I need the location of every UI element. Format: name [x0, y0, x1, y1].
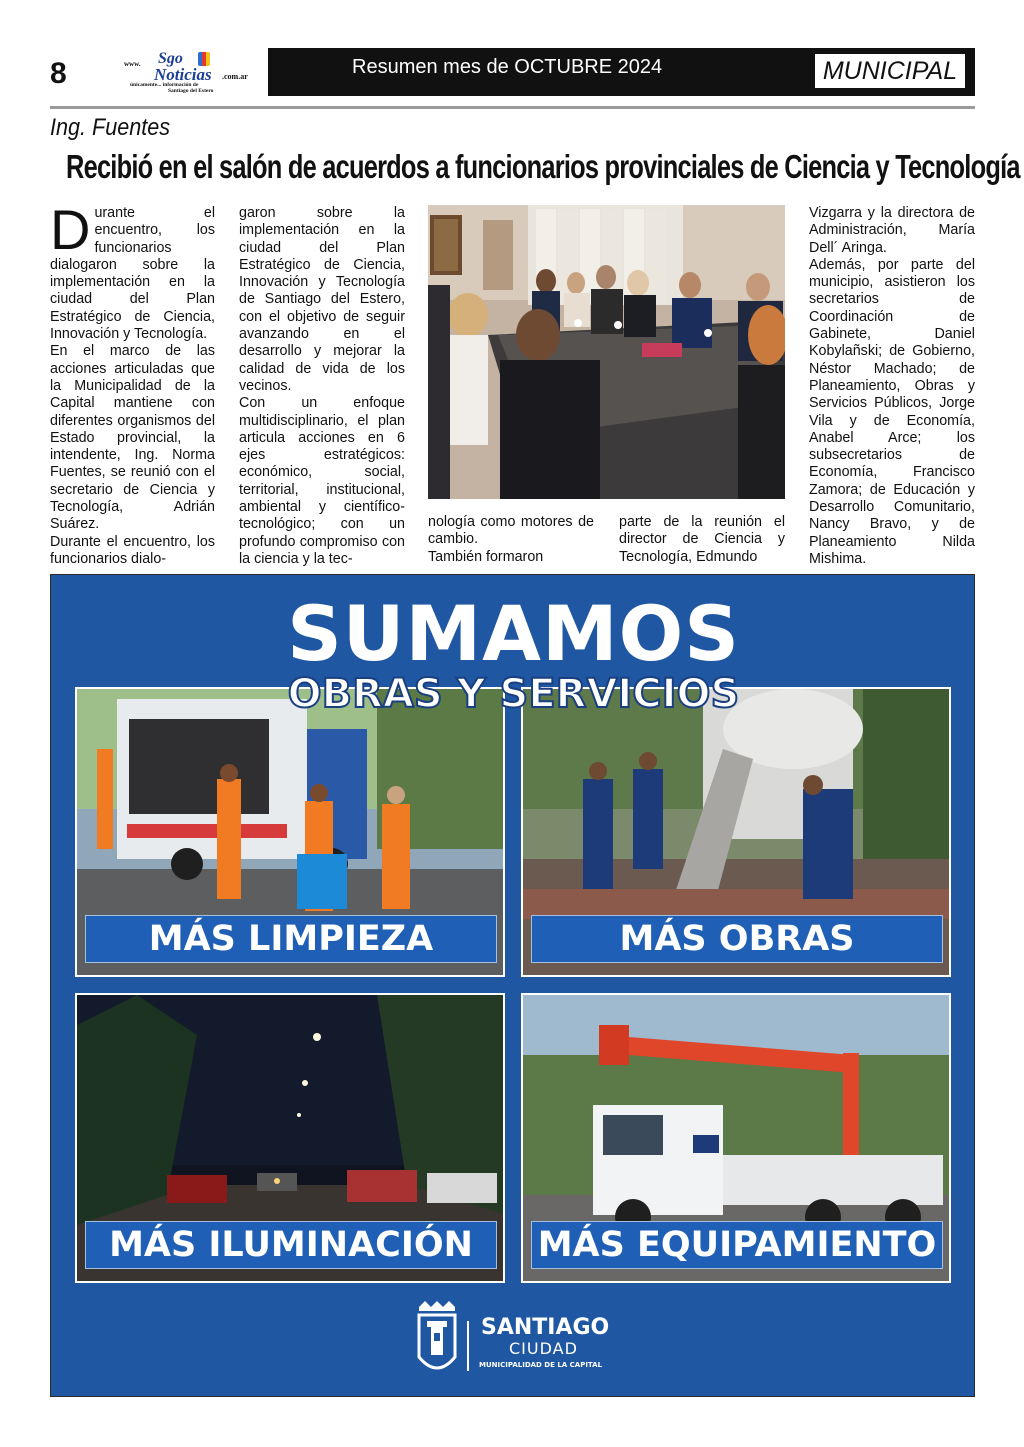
- article-headline: Recibió en el salón de acuerdos a funcionarios provinciales de Ciencia y Tecnología: [66, 148, 1020, 185]
- logo-separator: [467, 1321, 469, 1371]
- logo-www: www.: [124, 60, 141, 68]
- logo-tagline-2: Santiago del Estero: [168, 88, 214, 94]
- logo-tagline-1: únicamente... información de: [130, 82, 199, 88]
- logo-caption: MUNICIPALIDAD DE LA CAPITAL: [479, 1361, 603, 1369]
- article-column-2: [239, 205, 405, 567]
- tile-mas-equipamiento: [521, 993, 951, 1283]
- article-paragraph: Además, por parte del municipio, asistieron los secretarios de Coordinación de Gabinete, Daniel Kobylañski; de Gobierno, Néstor Machado; de Planeamiento, Obras y Servicios Públicos, Jorge Vila y de Economía, Anabel Arce; los subsecretarios de Economía, Francisco Zamora; de Educación y Desarrollo Comunitario, Nancy Bravo, y de Planeamiento Nilda Mishima.: [809, 256, 975, 567]
- tile-mas-iluminacion: [75, 993, 505, 1283]
- tile-label: MÁS ILUMINACIÓN: [85, 1221, 497, 1269]
- header-bar: [268, 48, 975, 96]
- article-column-3: [428, 514, 594, 567]
- logo-name: SANTIAGO: [481, 1315, 610, 1340]
- ad-title: SUMAMOS: [287, 589, 740, 678]
- page-number: 8: [50, 57, 67, 90]
- page-header: [50, 48, 975, 96]
- article-paragraph: También formaron: [428, 548, 544, 565]
- article-paragraph: nología como motores de cambio.: [428, 514, 594, 548]
- section-label: MUNICIPAL: [815, 54, 965, 88]
- meeting-photo-illustration: [428, 205, 785, 499]
- logo-subname: CIUDAD: [509, 1339, 578, 1358]
- article-paragraph: parte de la reunión el director de Ciencia y Tecnología, Edmundo: [619, 514, 785, 565]
- ad-subtitle: OBRAS Y SERVICIOS: [287, 671, 740, 717]
- header-divider: [50, 106, 975, 109]
- issue-summary: Resumen mes de OCTUBRE 2024: [352, 56, 663, 78]
- article-column-4: [619, 514, 785, 567]
- tile-label: MÁS EQUIPAMIENTO: [531, 1221, 943, 1269]
- meeting-photo: [428, 205, 785, 499]
- article-paragraph: Con un enfoque multidisciplinario, el plan articula acciones en 6 ejes estratégicos: económico, social, territorial, institucional, ambiental y científico-tecnológico; con un profundo compromiso con la ciencia y la tec-: [239, 395, 405, 567]
- article-paragraph: Vizgarra y la directora de Administración, María Dell´ Aringa.: [809, 205, 975, 256]
- tile-label: MÁS OBRAS: [531, 915, 943, 963]
- article-paragraph: garon sobre la implementación en la ciudad del Plan Estratégico de Ciencia, Innovación y Tecnología de Santiago del Estero, con el objetivo de seguir avanzando en el desarrollo y mejorar la calidad de vida de los vecinos.: [239, 205, 405, 394]
- logo-sgo: Sgo: [158, 50, 183, 67]
- tile-label: MÁS LIMPIEZA: [85, 915, 497, 963]
- city-crest-icon: [415, 1299, 459, 1379]
- tile-mas-limpieza: [75, 687, 505, 977]
- sgo-noticias-logo[interactable]: [124, 50, 272, 94]
- logo-domain: .com.ar: [222, 72, 248, 81]
- logo-noticias: Noticias: [154, 65, 212, 84]
- article-paragraph: En el marco de las acciones articuladas que la Municipalidad de la Capital mantiene con diferentes organismos del Estado provincial, la intendente, Ing. Norma Fuentes, se reunió con el secretario de Ciencia y Tecnología, Adrián Suárez.: [50, 343, 215, 533]
- article-column-1: [50, 205, 215, 567]
- tile-mas-obras: [521, 687, 951, 977]
- article-kicker: Ing. Fuentes: [50, 114, 171, 141]
- santiago-ciudad-logo[interactable]: [415, 1299, 615, 1379]
- article-column-5: [809, 205, 975, 567]
- municipal-advertisement[interactable]: [50, 574, 975, 1397]
- logo-flag-icon: [198, 52, 210, 66]
- drop-cap: D: [50, 205, 91, 261]
- article-paragraph: urante el encuentro, los funcionarios dialogaron sobre la implementación en la ciudad del Plan Estratégico de Ciencia, Innovación y Tecnología.: [50, 205, 215, 343]
- article-paragraph: Durante el encuentro, los funcionarios dialo-: [50, 533, 215, 567]
